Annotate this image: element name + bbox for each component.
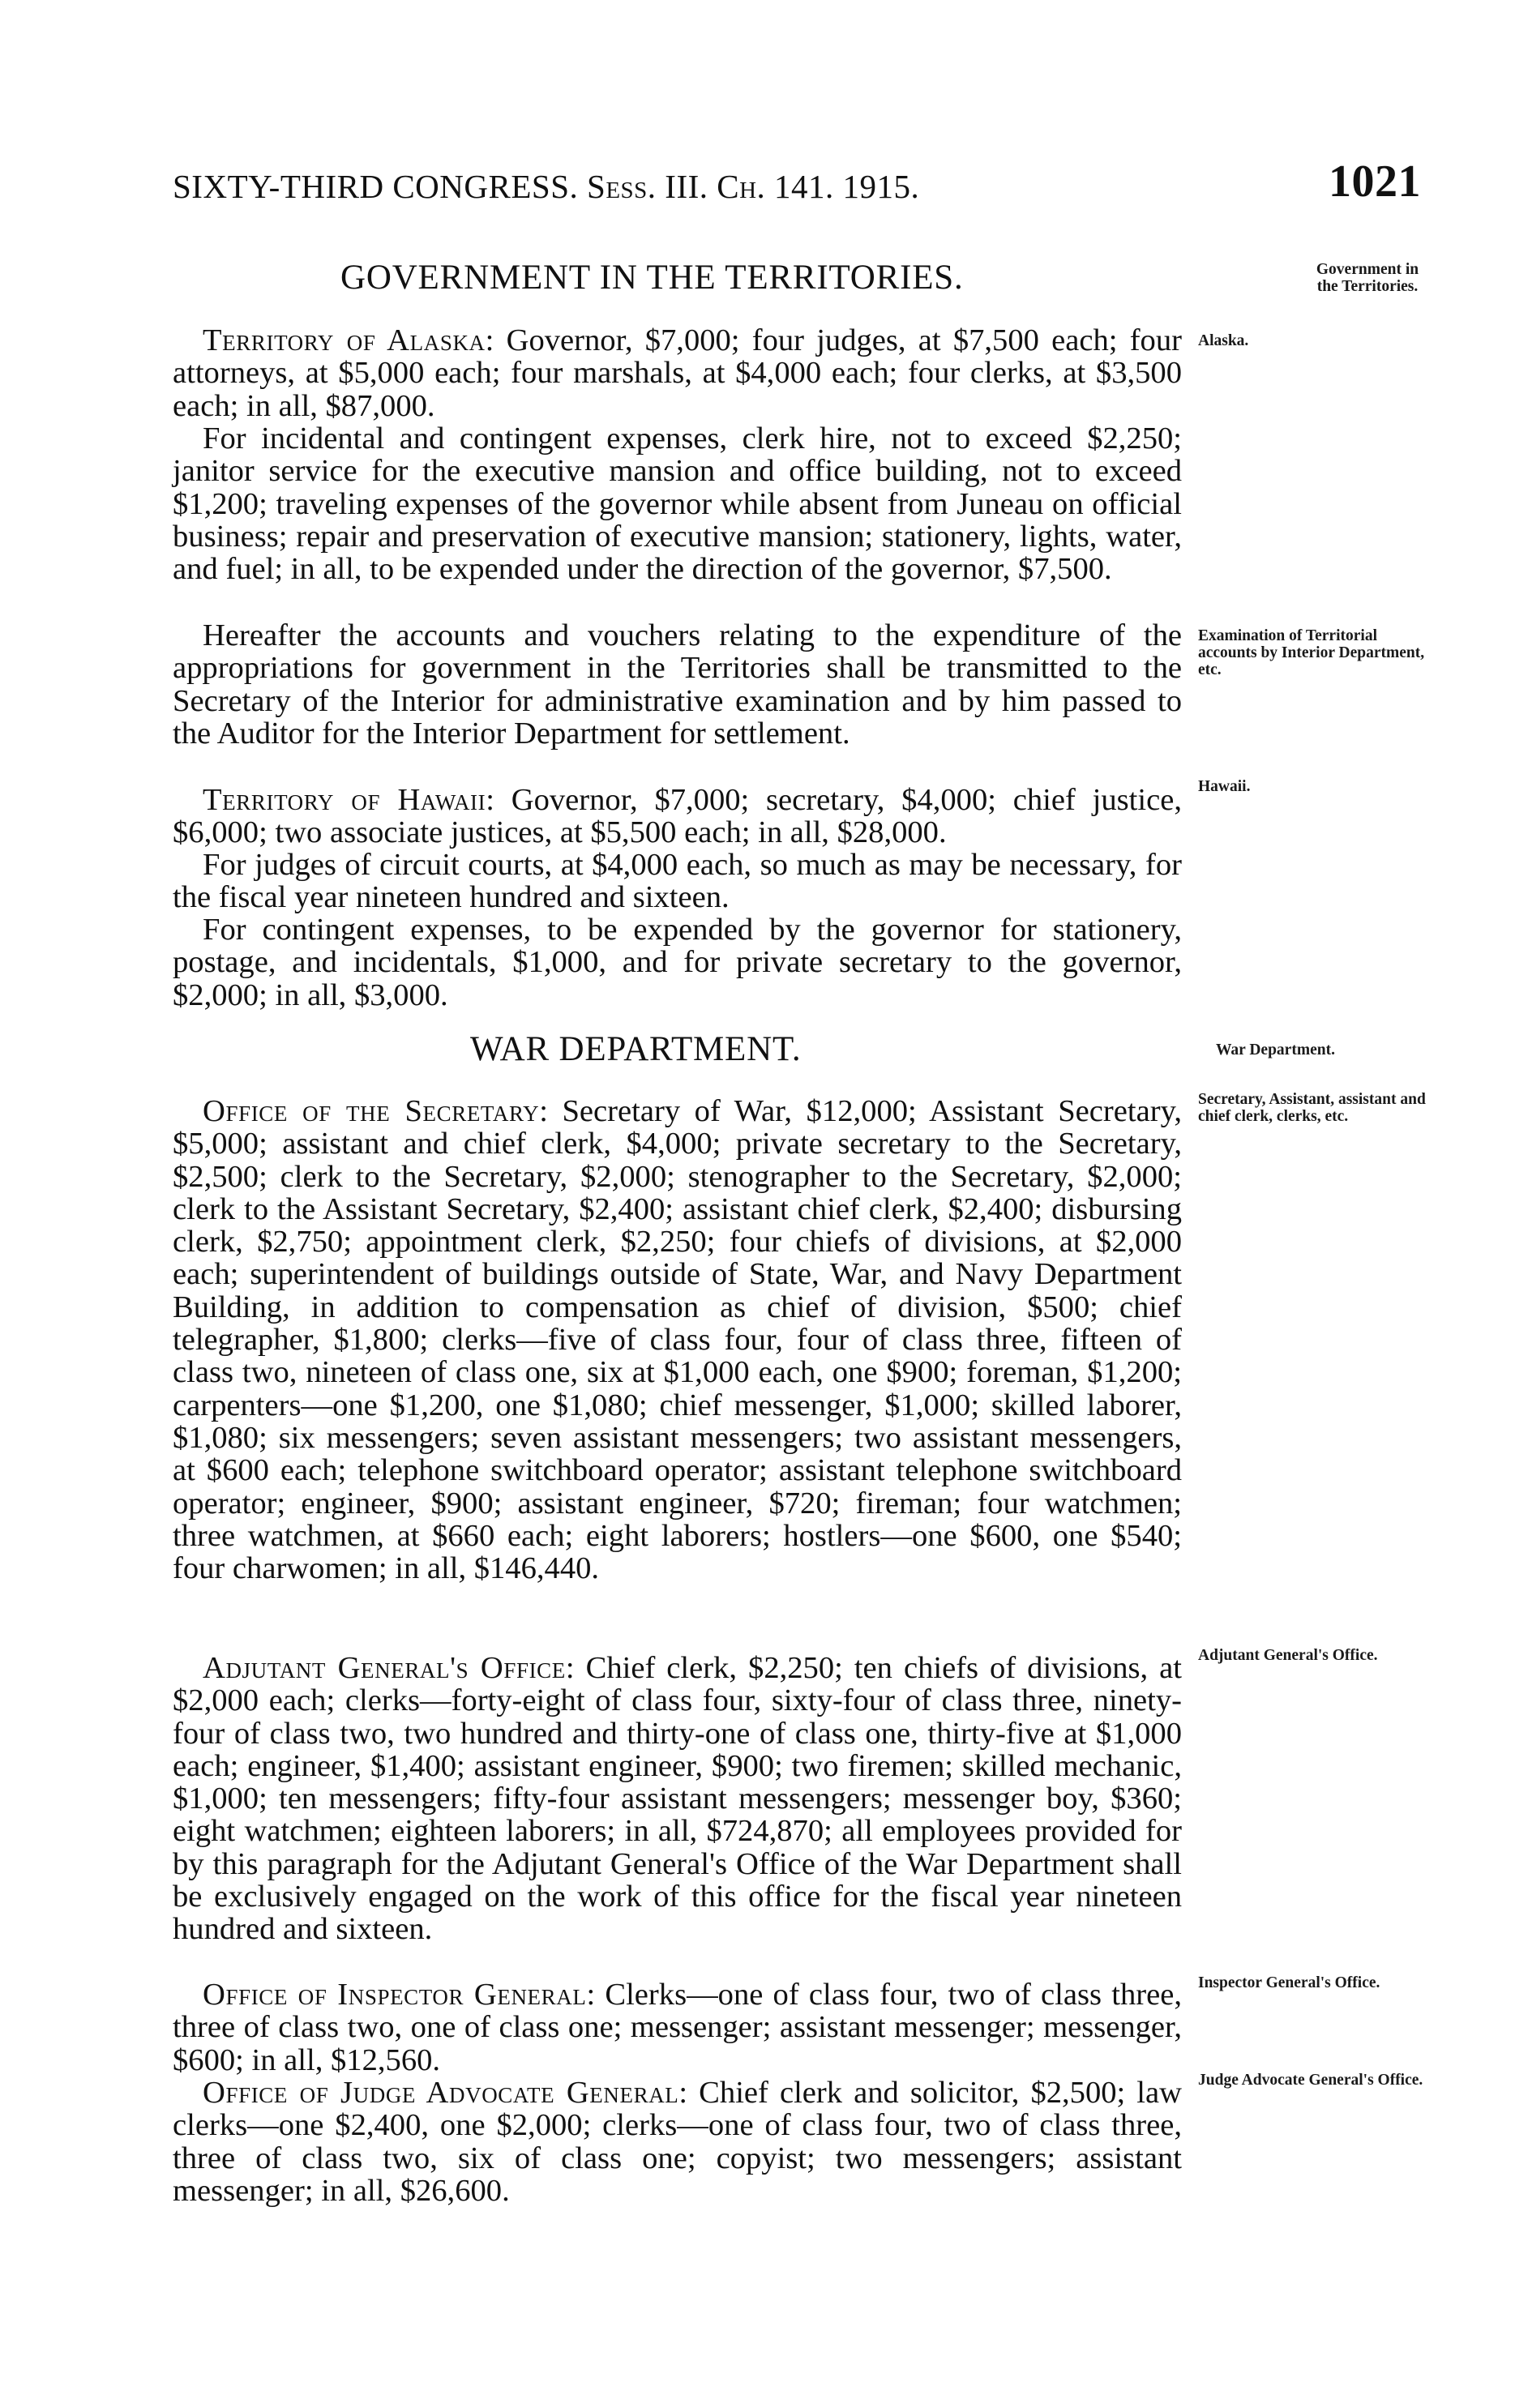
paragraph-alaska (173, 324, 1182, 422)
running-head-chapter: Ch. 141. (717, 168, 834, 205)
running-head-year: 1915. (842, 168, 920, 205)
running-head-session: Sess. III. (587, 168, 708, 205)
paragraph-hawaii-contingent (173, 913, 1182, 1012)
margin-note-judge-advocate: Judge Advocate General's Office. (1198, 2072, 1423, 2089)
section-heading-war-department: WAR DEPARTMENT. (470, 1030, 802, 1068)
paragraph-office-of-secretary (173, 1095, 1182, 1585)
paragraph-hawaii-judges (173, 849, 1182, 914)
paragraph-inspector-general (173, 1978, 1182, 2077)
margin-note-alaska: Alaska. (1198, 332, 1249, 349)
paragraph-adjutant-general (173, 1652, 1182, 1946)
margin-note-inspector: Inspector General's Office. (1198, 1974, 1380, 1991)
paragraph-office-of-secretary-text: : Secretary of War, $12,000; Assistant Secretary, $5,000; assistant and chief clerk, $4,000; private secretary to the Secretary, $2,500; clerk to the Secretary, $2,000; stenographer to the Secretary, $2,000; clerk to the Assistant Secretary, $2,400; assistant chief clerk, $2,400; disbursing clerk, $2,750; appointment clerk, $2,250; four chiefs of divisions, at $2,000 each; superintendent of buildings outside of State, War, and Navy Department Building, in addition to compensation as chief of division, $500; chief telegrapher, $1,800; clerks—five of class four, four of class three, fifteen of class two, nineteen of class one, six at $1,000 each, one $900; foreman, $1,200; carpenters—one $1,200, one $1,080; chief messenger, $1,000; skilled laborer, $1,080; six messengers; seven assistant messengers; two assistant messengers, at $600 each; telephone switchboard operator; assistant telephone switchboard operator; engineer, $900; assistant engineer, $720; fireman; four watchmen; three watchmen, at $660 each; eight laborers; hostlers—one $600, one $540; four charwomen; in all, $146,440. (173, 1094, 1182, 1586)
paragraph-judge-advocate-text: : Chief clerk and solicitor, $2,500; law clerks—one $2,400, one $2,000; clerks—one of class four, two of class three, three of class two, six of class one; copyist; two messengers; assistant messenger; in all, $26,600. (173, 2076, 1183, 2208)
paragraph-accounts-text: Hereafter the accounts and vouchers relating to the expenditure of the appropriations for government in the Territories shall be transmitted to the Secretary of the Interior for administrative examination and by him passed to the Auditor for the Interior Department for settlement. (173, 618, 1182, 751)
paragraph-judge-advocate (173, 2077, 1182, 2207)
paragraph-alaska-contingent (173, 422, 1182, 585)
paragraph-hawaii-judges-text: For judges of circuit courts, at $4,000 each, so much as may be necessary, for the fiscal year nineteen hundred and sixteen. (173, 848, 1182, 915)
lead-judge-advocate: Office of Judge Advocate General (203, 2076, 679, 2110)
paragraph-alaska-text: : Governor, $7,000; four judges, at $7,500 each; four attorneys, at $5,000 each; four marshals, at $4,000 each; four clerks, at $3,500 each; in all, $87,000. (173, 323, 1182, 423)
paragraph-inspector-general-text: : Clerks—one of class four, two of class three, three of class two, one of class one; messenger; assistant messenger; messenger, $600; in all, $12,560. (173, 1978, 1182, 2077)
margin-note-hawaii: Hawaii. (1198, 778, 1251, 795)
paragraph-adjutant-general-text: : Chief clerk, $2,250; ten chiefs of divisions, at $2,000 each; clerks—forty-eight of class four, sixty-four of class three, ninety-four of class two, two hundred and thirty-one of class one, thirty-five at $1,000 each; engineer, $1,400; assistant engineer, $900; two firemen; skilled mechanic, $1,000; ten messengers; fifty-four assistant messengers; messenger boy, $360; eight watchmen; eighteen laborers; in all, $724,870; all employees provided for by this paragraph for the Adjutant General's Office of the War Department shall be exclusively engaged on the work of this office for the fiscal year nineteen hundred and sixteen. (173, 1651, 1182, 1947)
margin-note-secretary: Secretary, Assistant, assistant and chief clerk, clerks, etc. (1198, 1091, 1426, 1125)
margin-note-adjutant: Adjutant General's Office. (1198, 1647, 1378, 1664)
lead-inspector-general: Office of Inspector General (203, 1978, 587, 2012)
margin-note-examination: Examination of Territorial accounts by Interior Department, etc. (1198, 627, 1425, 678)
lead-territory-hawaii: Territory of Hawaii (203, 783, 486, 817)
lead-territory-alaska: Territory of Alaska (203, 323, 486, 357)
paragraph-hawaii (173, 784, 1182, 849)
section-heading-territories: GOVERNMENT IN THE TERRITORIES. (340, 259, 964, 297)
margin-heading-war-department: War Department. (1216, 1041, 1335, 1059)
lead-office-of-secretary: Office of the Secretary (203, 1094, 540, 1128)
lead-adjutant-general: Adjutant General's Office (203, 1651, 566, 1685)
paragraph-alaska-contingent-text: For incidental and contingent expenses, clerk hire, not to exceed $2,250; janitor service for the executive mansion and office building, not to exceed $1,200; traveling expenses of the governor while absent from Juneau on official business; repair and preservation of executive mansion; stationery, lights, water, and fuel; in all, to be expended under the direction of the governor, $7,500. (173, 421, 1182, 587)
paragraph-accounts (173, 619, 1182, 750)
margin-heading-territories: Government in the Territories. (1316, 261, 1419, 295)
paragraph-hawaii-text: : Governor, $7,000; secretary, $4,000; chief justice, $6,000; two associate justices, at $5,500 each; in all, $28,000. (173, 783, 1182, 850)
page-number: 1021 (1329, 156, 1421, 207)
paragraph-hawaii-contingent-text: For contingent expenses, to be expended by the governor for stationery, postage, and incidentals, $1,000, and for private secretary to the governor, $2,000; in all, $3,000. (173, 913, 1182, 1012)
running-head-title (173, 154, 919, 219)
running-head (173, 154, 1421, 219)
running-head-congress: SIXTY-THIRD CONGRESS. (173, 168, 579, 205)
